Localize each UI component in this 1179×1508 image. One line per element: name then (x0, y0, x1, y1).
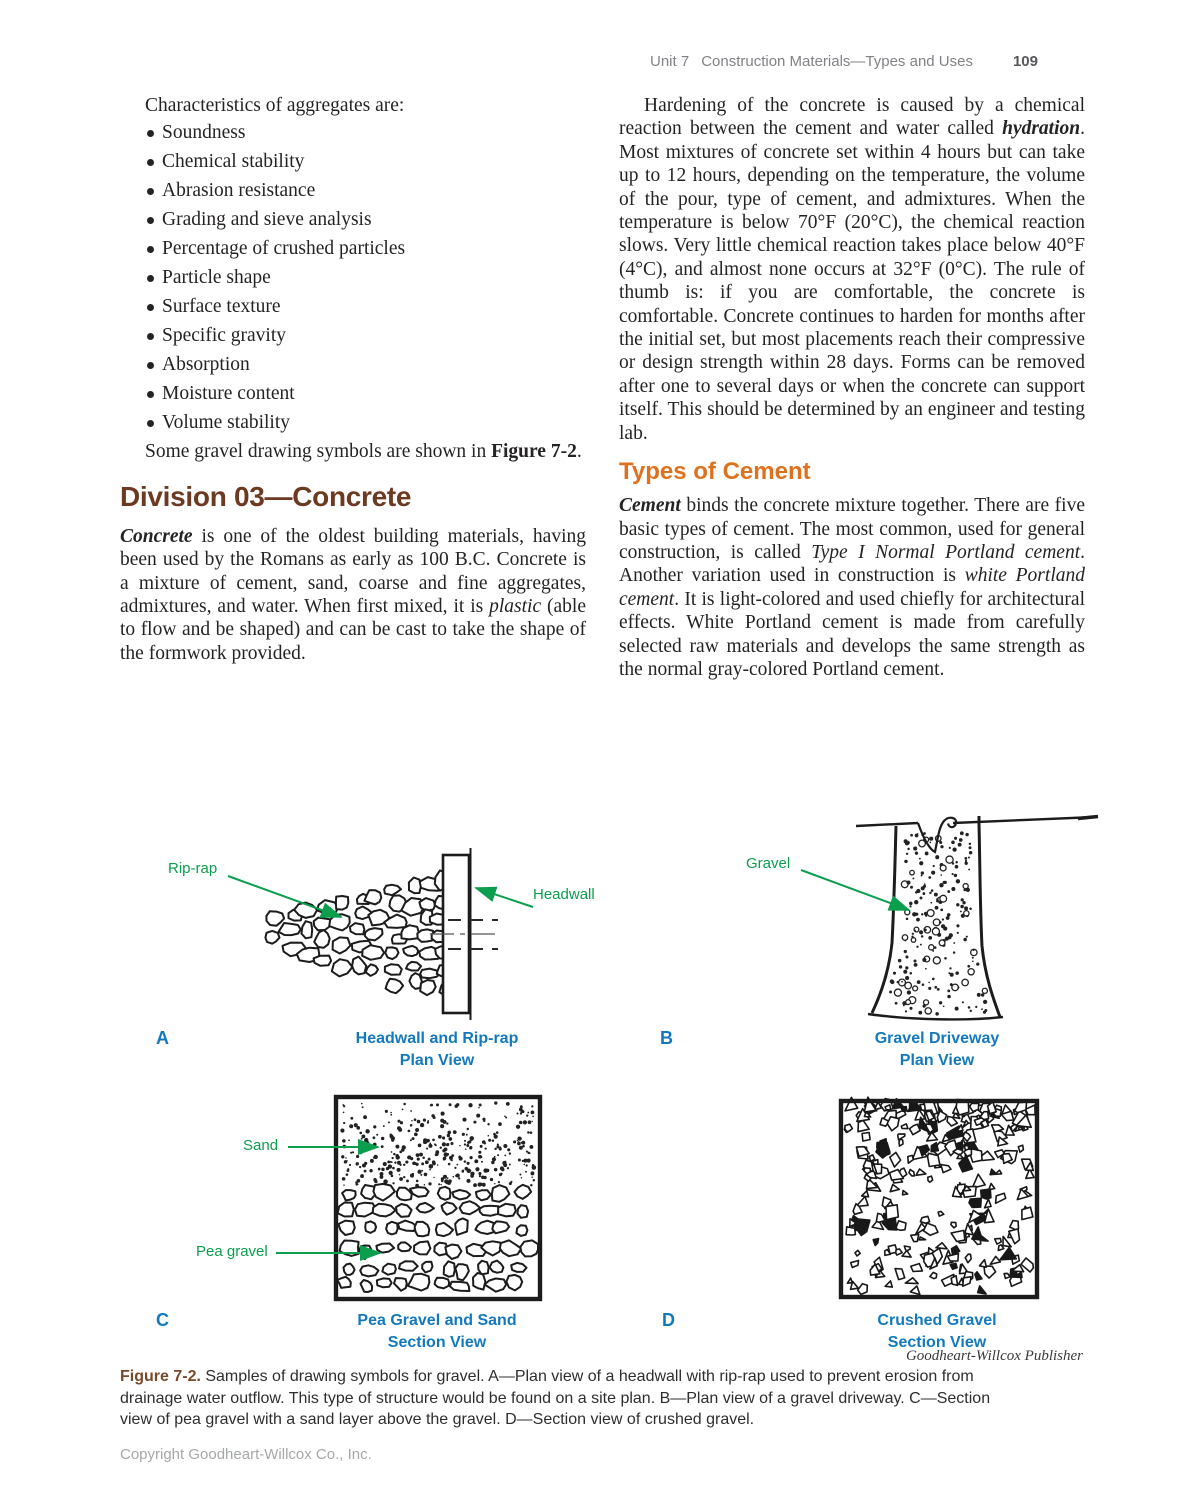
list-item: Percentage of crushed particles (120, 237, 586, 260)
unit-label: Unit 7 (650, 53, 690, 70)
left-column (120, 94, 586, 665)
panel-letter-a: A (156, 1028, 169, 1048)
riprap-callout-label: Rip-rap (168, 860, 218, 877)
panel-caption-b: Gravel Driveway Plan View (874, 1030, 1000, 1069)
panel-caption-c: Pea Gravel and Sand Section View (357, 1312, 517, 1351)
headwall-riprap-drawing (120, 812, 680, 1024)
chapter-title: Construction Materials—Types and Uses (701, 53, 973, 70)
list-item: Abrasion resistance (120, 179, 586, 202)
subsection-heading-types-of-cement: Types of Cement (619, 458, 811, 486)
panel-letter-d: D (662, 1310, 675, 1330)
figure-caption-text: Samples of drawing symbols for gravel. A—Plan view of a headwall with rip-rap used to prevent erosion from drainage water outflow. This type of structure would be found on a site plan. B—Plan view of a gravel driveway. C—Section view of pea gravel with a sand layer above the gravel. D—Section view of crushed gravel. (120, 1368, 991, 1428)
list-item: Soundness (120, 121, 586, 144)
headwall-callout-label: Headwall (533, 886, 595, 903)
panel-letter-b: B (660, 1028, 673, 1048)
aggregate-characteristics-list (120, 121, 586, 434)
section-heading-division-03-concrete: Division 03—Concrete (120, 480, 412, 512)
list-item: Volume stability (120, 411, 586, 434)
aggregates-intro: Characteristics of aggregates are: (145, 95, 405, 116)
hardening-paragraph: Hardening of the concrete is caused by a chemical reaction between the cement and water called hydration. Most mixtures of concrete set within 4 hours but can take up to 12 hours, depending on the temperature, the volume of the pour, type of cement, and admixtures. When the temperature is below 70°F (20°C), the chemical reaction slows. Very little chemical reaction takes place below 40°F (4°C), and almost none occurs at 32°F (0°C). The rule of thumb is: if you are comfortable, the concrete is comfortable. Concrete continues to harden for months after the initial set, but most placements reach their compressive or design strength within 28 days. Forms can be removed after one to several days or when the concrete can support itself. This should be determined by an engineer and testing lab. (619, 95, 1085, 444)
sand-callout-label: Sand (243, 1137, 279, 1154)
panel-caption-a: Headwall and Rip-rap Plan View (355, 1030, 519, 1069)
gravel-driveway-drawing (700, 810, 1120, 1022)
copyright-notice: Copyright Goodheart-Willcox Co., Inc. (120, 1446, 372, 1463)
page-header (650, 53, 1038, 70)
gravel-callout-label: Gravel (746, 855, 791, 872)
pea-gravel-sand-drawing (130, 1090, 600, 1302)
list-item: Surface texture (120, 295, 586, 318)
cement-paragraph: Cement binds the concrete mixture together. There are five basic types of cement. The most common, used for general construction, is called Type I Normal Portland cement. Another variation used in construction is white Portland cement. It is light-colored and used chiefly for architectural effects. White Portland cement is made from carefully selected raw materials and develops the same strength as the normal gray-colored Portland cement. (619, 495, 1085, 680)
concrete-paragraph: Concrete is one of the oldest building materials, having been used by the Romans as early as 100 B.C. Concrete is a mixture of cement, sand, coarse and fine aggregates, admixtures, and water. When first mixed, it is plastic (able to flow and be shaped) and can be cast to take the shape of the formwork provided. (120, 525, 586, 664)
list-item: Particle shape (120, 266, 586, 289)
crushed-gravel-drawing (700, 1090, 1120, 1302)
publisher-credit: Goodheart-Willcox Publisher (905, 1348, 1083, 1364)
right-column (619, 94, 1085, 681)
pea-gravel-callout-label: Pea gravel (196, 1243, 268, 1260)
figure-caption (120, 1366, 1026, 1431)
headwall-callout-arrow (476, 888, 533, 907)
panel-letter-c: C (156, 1310, 169, 1330)
list-item: Specific gravity (120, 324, 586, 347)
riprap-callout-arrow (228, 876, 341, 917)
list-item: Chemical stability (120, 150, 586, 173)
list-item: Grading and sieve analysis (120, 208, 586, 231)
page-number: 109 (1012, 53, 1038, 70)
list-item: Absorption (120, 353, 586, 376)
figure-reference-sentence: Some gravel drawing symbols are shown in Figure 7-2. (145, 441, 582, 463)
figure-caption-label: Figure 7-2. (120, 1368, 201, 1385)
panel-caption-d: Crushed Gravel Section View (877, 1312, 997, 1351)
list-item: Moisture content (120, 382, 586, 405)
